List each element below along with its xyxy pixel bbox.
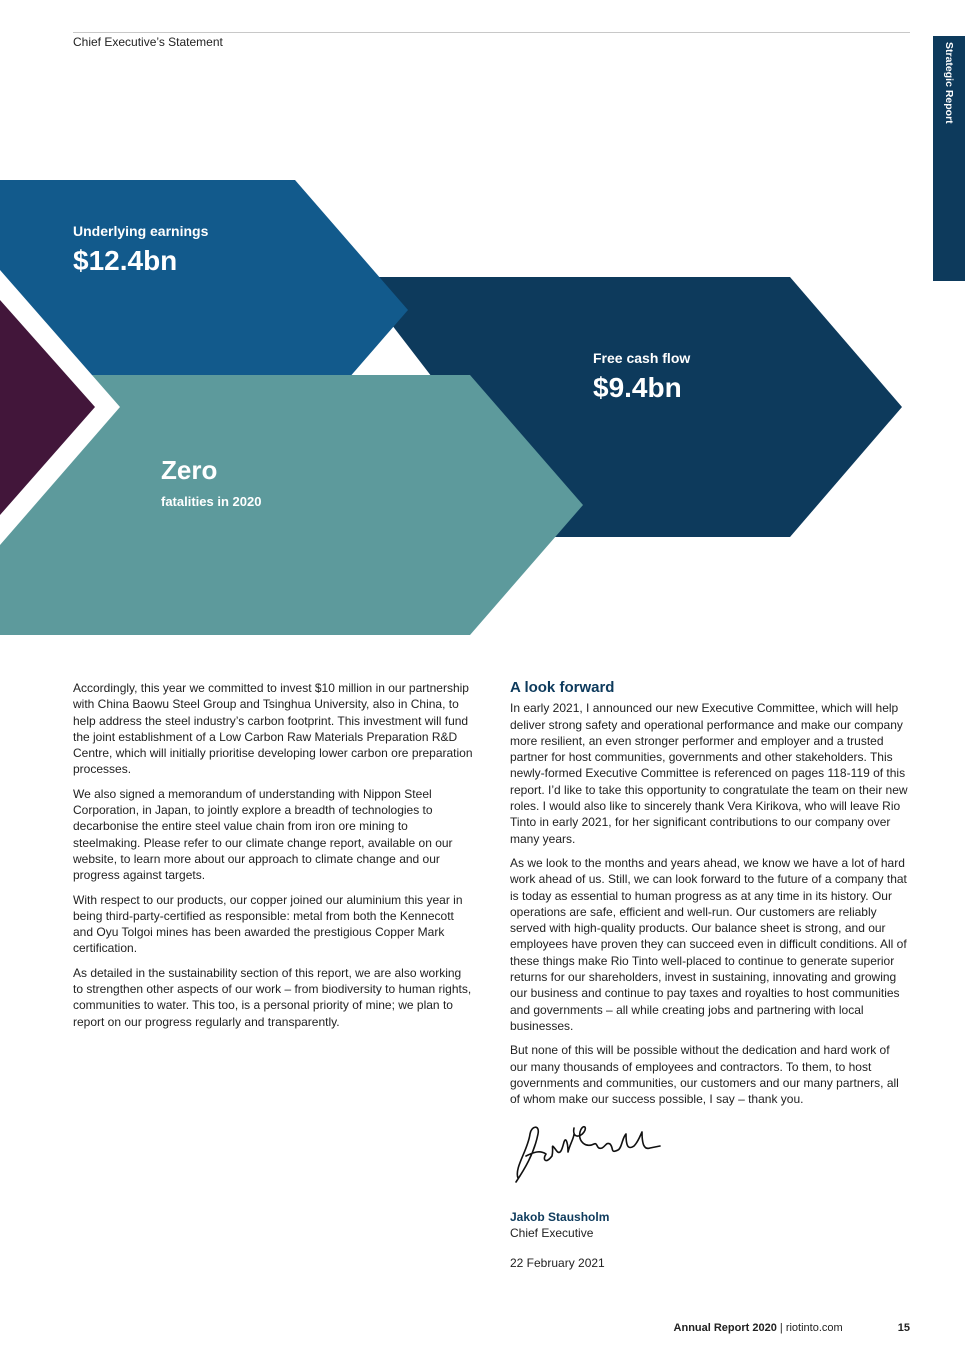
safety-stat [161,455,261,509]
highlights-graphic [0,175,965,640]
signatory-name: Jakob Stausholm [510,1210,610,1224]
signature-image [510,1120,670,1190]
page-footer [600,1322,910,1334]
earnings-stat [73,223,208,277]
paragraph: We also signed a memorandum of understanding with Nippon Steel Corporation, in Japan, to jointly explore a breadth of technologies to decarbonise the entire steel value chain from iron ore mining to steelmaking. Please refer to our climate change report, available on our website, to learn more about our approach to climate change and our progress against targets. [73,786,453,883]
earnings-value: $12.4bn [73,245,178,276]
left-column [73,680,473,1038]
footer-report-title: Annual Report 2020 [673,1322,777,1334]
earnings-label: Underlying earnings [73,223,209,239]
paragraph: With respect to our products, our copper joined our aluminium this year in being third-party-certified as responsible: metal from both the Kennecott and Oyu Tolgoi mines has been awarded the prestigious Copper Mark certification. [73,892,463,956]
safety-label: fatalities in 2020 [161,494,262,509]
paragraph: But none of this will be possible without the dedication and hard work of our many thousands of employees and contractors. To them, to host governments and communities, our customers and our many partners, all of whom make our success possible, I say – thank you. [510,1043,899,1107]
section-title: Chief Executive’s Statement [73,35,223,49]
paragraph: Accordingly, this year we committed to invest $10 million in our partnership with China Baowu Steel Group and Tsinghua University, also in China, to help address the steel industry’s carbon footprint. This investment will fund the joint establishment of a Low Carbon Raw Materials Preparation R&D Centre, which will initially prioritise developing lower carbon ore preparation processes. [73,681,473,777]
signatory-role: Chief Executive [510,1226,594,1240]
section-heading: A look forward [510,679,615,696]
footer-separator: | [779,1322,783,1334]
side-tab-label: Strategic Report [943,42,955,124]
header-divider [73,32,910,33]
safety-value: Zero [161,455,218,485]
cash-flow-value: $9.4bn [593,372,682,403]
cash-flow-stat [593,350,690,404]
paragraph: In early 2021, I announced our new Executive Committee, which will help deliver strong safety and operational performance and make our company more resilient, an even stronger performer and employer and a trusted partner for host communities, governments and other stakeholders. This newly-formed Executive Committee is referenced on pages 118-119 of this report. I’d like to take this opportunity to congratulate the team on their new roles. I would also like to sincerely thank Vera Kirikova, who will leave Rio Tinto in early 2021, for her significant contributions to our company over many years. [510,701,908,846]
page-number: 15 [897,1322,910,1334]
signoff-date: 22 February 2021 [510,1256,605,1270]
right-column [510,680,910,1115]
paragraph: As detailed in the sustainability section of this report, we are also working to strengthen other aspects of our work – from biodiversity to human rights, communities to water. This too, is a personal priority of mine; we plan to report on our progress regularly and transparently. [73,965,472,1029]
paragraph: As we look to the months and years ahead, we know we have a lot of hard work ahead of us. Still, we can look forward to the future of a company that is today as essential to human progress as at any time in its history. Our operations are safe, efficient and well-run. Our customers are reliably served with high-quality products. Our balance sheet is strong, and our employees have proven they can succeed even in difficult conditions. All of these things make Rio Tinto well-placed to continue to generate superior returns for our shareholders, invest in sustaining, innovating and growing our business and continue to pay taxes and royalties to host communities and governments – all while creating jobs and partnering with local businesses. [510,855,907,1033]
footer-website-link[interactable]: riotinto.com [785,1322,843,1334]
cash-flow-label: Free cash flow [593,350,691,366]
